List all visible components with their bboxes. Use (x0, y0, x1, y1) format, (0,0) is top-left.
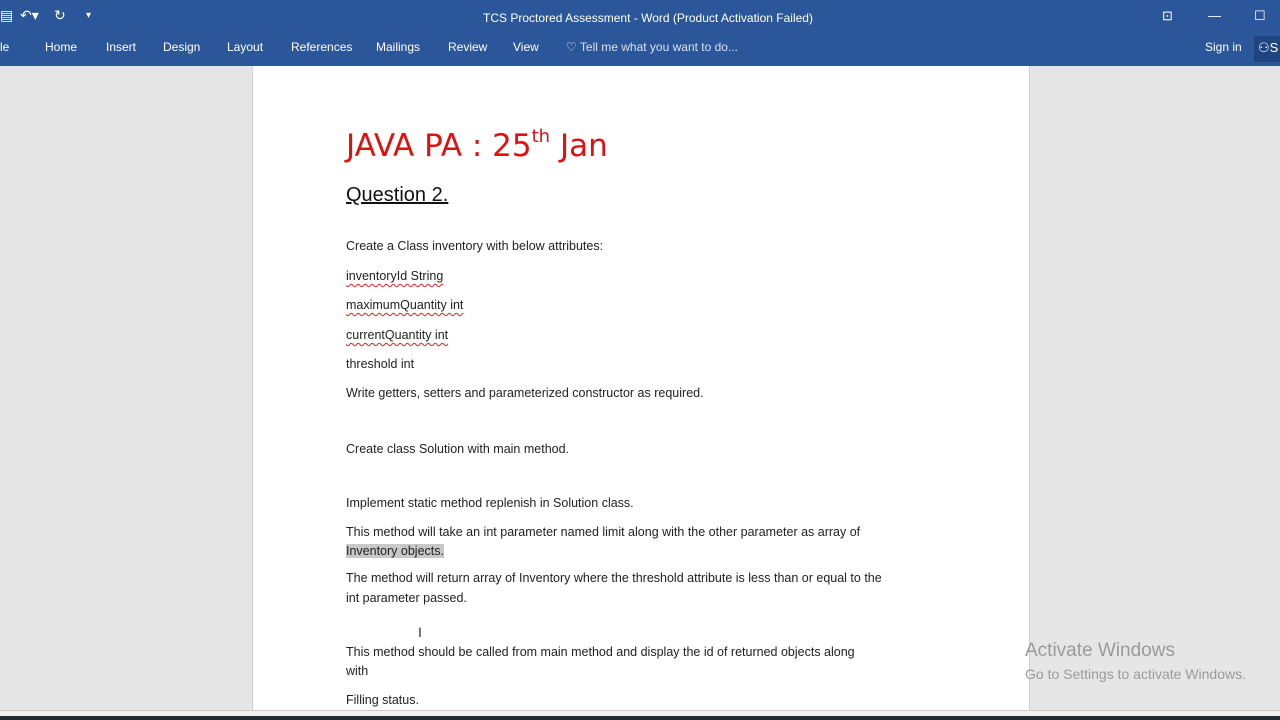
paragraph: Implement static method replenish in Solution class. (346, 496, 634, 510)
tab-insert[interactable]: Insert (106, 40, 137, 54)
question-heading: Question 2. (346, 184, 449, 206)
taskbar (0, 716, 1280, 720)
tab-layout[interactable]: Layout (227, 40, 264, 54)
ribbon-tabs (0, 32, 1280, 66)
paragraph: Write getters, setters and parameterized constructor as required. (346, 386, 704, 400)
tab-design[interactable]: Design (163, 40, 201, 54)
tab-references[interactable]: References (291, 40, 353, 54)
paragraph: Create a Class inventory with below attributes: (346, 239, 604, 253)
paragraph: Inventory objects. (346, 544, 444, 558)
undo-icon[interactable]: ↶▾ (20, 7, 39, 23)
tab-home[interactable]: Home (45, 40, 78, 54)
share-button[interactable]: ⚇S (1254, 36, 1280, 62)
paragraph: inventoryId String (346, 269, 444, 283)
sign-in-link[interactable]: Sign in (1205, 40, 1242, 54)
customize-qat-icon[interactable]: ▾ (86, 10, 92, 21)
lightbulb-icon: ♡ (566, 40, 577, 54)
paragraph: Create class Solution with main method. (346, 442, 570, 456)
paragraph: with (346, 664, 369, 678)
tab-mailings[interactable]: Mailings (376, 40, 421, 54)
paragraph: threshold int (346, 357, 415, 371)
tab-review[interactable]: Review (448, 40, 488, 54)
minimize-icon[interactable]: — (1208, 8, 1221, 23)
window-title: TCS Proctored Assessment - Word (Product Activation Failed) (483, 11, 813, 25)
document-title: JAVA PA : 25th Jan (346, 126, 608, 164)
text-cursor-icon: I (418, 624, 422, 640)
paragraph: currentQuantity int (346, 328, 449, 342)
tab-file[interactable]: le (0, 40, 10, 54)
tab-view[interactable]: View (513, 40, 539, 54)
paragraph: This method should be called from main method and display the id of returned objects along (346, 645, 855, 659)
paragraph: int parameter passed. (346, 591, 467, 605)
maximize-icon[interactable]: ☐ (1254, 8, 1266, 23)
document-page[interactable] (252, 66, 1030, 710)
paragraph: maximumQuantity int (346, 298, 464, 312)
person-add-icon: ⚇ (1258, 40, 1270, 55)
activation-watermark: Activate Windows Go to Settings to activate Windows. (1025, 640, 1246, 682)
title-bar (0, 0, 1280, 32)
paragraph: The method will return array of Inventory where the threshold attribute is less than or equal to the (346, 571, 882, 585)
ribbon-display-options-icon[interactable]: ⊡ (1162, 8, 1173, 23)
save-icon[interactable]: ▤ (0, 7, 14, 23)
paragraph: This method will take an int parameter named limit along with the other parameter as array of (346, 525, 861, 539)
redo-icon[interactable]: ↻ (54, 7, 66, 23)
tell-me-search[interactable]: ♡ Tell me what you want to do... (566, 40, 738, 54)
paragraph: Filling status. (346, 693, 419, 707)
